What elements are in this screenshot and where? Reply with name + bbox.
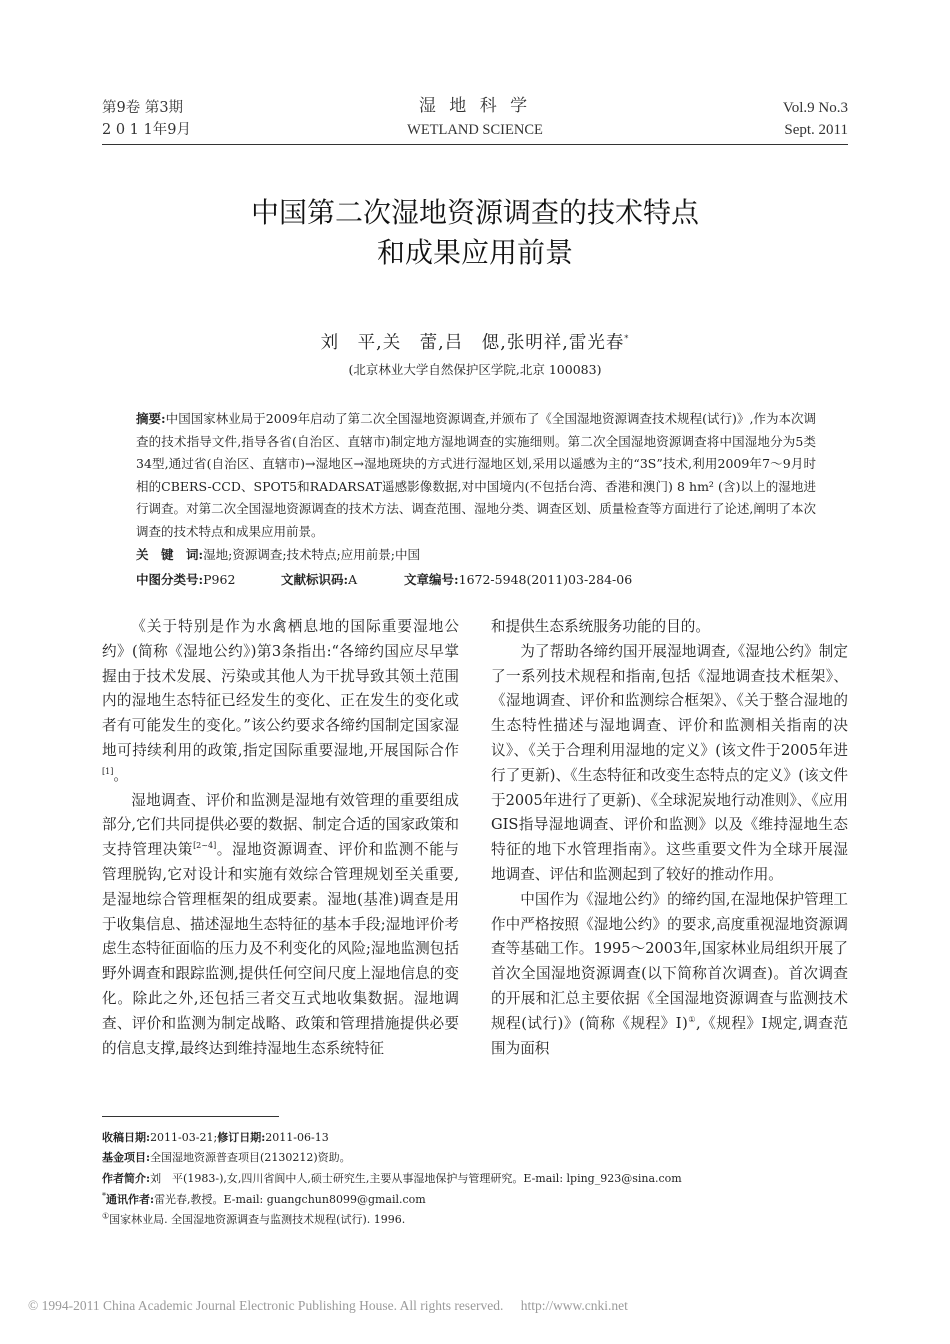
body-right-column xyxy=(491,615,848,1061)
author-bio-label: 作者简介: xyxy=(102,1172,151,1185)
abstract-label: 摘要: xyxy=(136,411,166,426)
paragraph xyxy=(102,789,459,1062)
paragraph xyxy=(491,888,848,1062)
footnote-mark: ① xyxy=(102,1211,110,1221)
clc-value: P962 xyxy=(203,572,236,587)
paragraph-text: 。湿地资源调查、评价和监测不能与管理脱钩,它对设计和实施有效综合管理规划至关重要,是湿地综合管理框架的组成要素。湿地(基准)调查是用于收集信息、描述湿地生态特征的基本手段;湿地评价考虑生态特征面临的压力及不利变化的风险;湿地监测包括野外调查和跟踪监测,提供任何空间尺度上湿地信息的变化。除此之外,还包括三者交互式地收集数据。湿地调查、评价和监测为制定战略、政策和管理措施提供必要的信息支撑,最终达到维持湿地生态系统特征 xyxy=(102,841,459,1057)
journal-title-cn: 湿 地 科 学 xyxy=(418,96,532,116)
footnote-rule xyxy=(102,1116,279,1117)
received-date: 2011-03-21; xyxy=(150,1131,218,1144)
footnote-reference-text: 国家林业局. 全国湿地资源调查与监测技术规程(试行). 1996. xyxy=(109,1213,406,1226)
journal-date: 2 0 1 1年9月 xyxy=(102,122,191,138)
article-number-label: 文章编号: xyxy=(404,572,459,587)
article-number-value: 1672-5948(2011)03-284-06 xyxy=(458,572,633,587)
footnote-author xyxy=(102,1171,822,1187)
revised-date: 2011-06-13 xyxy=(265,1131,329,1144)
affiliation: (北京林业大学自然保护区学院,北京 100083) xyxy=(348,362,602,377)
author-bio-text: 刘 平(1983-),女,四川省阆中人,硕士研究生,主要从事湿地保护与管理研究。E-mail: lping_923@sina.com xyxy=(150,1172,682,1185)
copyright-footer xyxy=(28,1298,918,1314)
paragraph-text: 《关于特别是作为水禽栖息地的国际重要湿地公约》(简称《湿地公约》)第3条指出:“各缔约国应尽早掌握由于技术发展、污染或其他人为干扰导致其领土范围内的湿地生态特征已经发生的变化、正在发生的变化或者有可能发生的变化。”该公约要求各缔约国制定国家湿地可持续利用的政策,指定国际重要湿地,开展国际合作 xyxy=(102,618,459,759)
doc-code-label: 文献标识码: xyxy=(281,572,349,587)
cnki-link[interactable]: http://www.cnki.net xyxy=(520,1298,628,1313)
keywords xyxy=(136,545,816,565)
journal-title-en: WETLAND SCIENCE xyxy=(407,122,543,138)
paragraph-text: 。 xyxy=(113,766,128,784)
corresponding-mark: * xyxy=(624,334,630,344)
paper-title-line2: 和成果应用前景 xyxy=(376,236,573,269)
citation: [2~4] xyxy=(193,841,217,851)
journal-issue: 第9卷 第3期 xyxy=(102,100,184,116)
footnote-reference xyxy=(102,1212,822,1228)
footnote-fund xyxy=(102,1150,822,1166)
document-code xyxy=(281,570,357,590)
author-names: 刘 平,关 蕾,吕 偲,张明祥,雷光春 xyxy=(320,333,625,353)
paragraph-text: 湿地调查、评价和监测是湿地有效管理的重要组成部分,它们共同提供必要的数据、制定合适的国家政策和支持管理决策 xyxy=(102,791,459,859)
revised-label: 修订日期: xyxy=(217,1131,266,1144)
author-list xyxy=(102,329,848,354)
keywords-label: 关 键 词: xyxy=(136,547,204,562)
fund-label: 基金项目: xyxy=(102,1151,151,1164)
paper-title-line1: 中国第二次湿地资源调查的技术特点 xyxy=(250,196,699,229)
article-number xyxy=(404,570,632,590)
journal-volume: Vol.9 No.3 xyxy=(782,100,848,116)
clc-label: 中图分类号: xyxy=(136,572,204,587)
corresponding-mark: * xyxy=(102,1191,106,1201)
corresponding-text: 雷光春,教授。E-mail: guangchun8099@gmail.com xyxy=(154,1193,426,1206)
header-rule xyxy=(102,144,848,145)
received-label: 收稿日期: xyxy=(102,1131,151,1144)
abstract xyxy=(136,408,816,543)
footnote-dates xyxy=(102,1130,822,1146)
fund-text: 全国湿地资源普查项目(2130212)资助。 xyxy=(150,1151,351,1164)
paragraph: 为了帮助各缔约国开展湿地调查,《湿地公约》制定了一系列技术规程和指南,包括《湿地调查技术框架》、《湿地调查、评价和监测综合框架》、《关于整合湿地的生态特性描述与湿地调查、评价和监测相关指南的决议》、《关于合理利用湿地的定义》(该文件于2005年进行了更新)、《生态特征和改变生态特点的定义》(该文件于2005年进行了更新)、《全球泥炭地行动准则》、《应用GIS指导湿地调查、评价和监测》以及《维持湿地生态特征的地下水管理指南》。这些重要文件为全球开展湿地调查、评估和监测起到了较好的推动作用。 xyxy=(491,642,848,883)
clc-number xyxy=(136,570,235,590)
paragraph xyxy=(102,615,459,789)
citation: [1] xyxy=(102,766,114,776)
body-left-column xyxy=(102,615,459,1061)
paragraph-text: 中国作为《湿地公约》的缔约国,在湿地保护管理工作中严格按照《湿地公约》的要求,高度重视湿地资源调查等基础工作。1995～2003年,国家林业局组织开展了首次全国湿地资源调查(以下简称首次调查)。首次调查的开展和汇总主要依据《全国湿地资源调查与监测技术规程(试行)》(简称《规程》Ⅰ) xyxy=(491,890,848,1032)
corresponding-label: 通讯作者: xyxy=(106,1193,155,1206)
paragraph-text: ,《规程》Ⅰ规定,调查范围为面积 xyxy=(491,1014,848,1057)
paragraph: 和提供生态系统服务功能的目的。 xyxy=(491,618,710,635)
copyright-text: © 1994-2011 China Academic Journal Electronic Publishing House. All rights reserved. xyxy=(28,1298,504,1313)
footnote-ref: ① xyxy=(687,1014,696,1024)
footnote-corresponding xyxy=(102,1192,822,1208)
journal-date-en: Sept. 2011 xyxy=(784,122,848,138)
keywords-text: 湿地;资源调查;技术特点;应用前景;中国 xyxy=(203,547,420,562)
doc-code-value: A xyxy=(348,572,358,587)
abstract-text: 中国国家林业局于2009年启动了第二次全国湿地资源调查,并颁布了《全国湿地资源调查技术规程(试行)》,作为本次调查的技术指导文件,指导各省(自治区、直辖市)制定地方湿地调查的实施细则。第二次全国湿地资源调查将中国湿地分为5类34型,通过省(自治区、直辖市)→湿地区→湿地斑块的方式进行湿地区划,采用以遥感为主的“3S”技术,利用2009年7～9月时相的CBERS-CCD、SPOT5和RADARSAT遥感影像数据,对中国境内(不包括台湾、香港和澳门) 8 hm² (含)以上的湿地进行调查。对第二次全国湿地资源调查的技术方法、调查范围、湿地分类、调查区划、质量检查等方面进行了论述,阐明了本次调查的技术特点和成果应用前景。 xyxy=(136,411,816,539)
